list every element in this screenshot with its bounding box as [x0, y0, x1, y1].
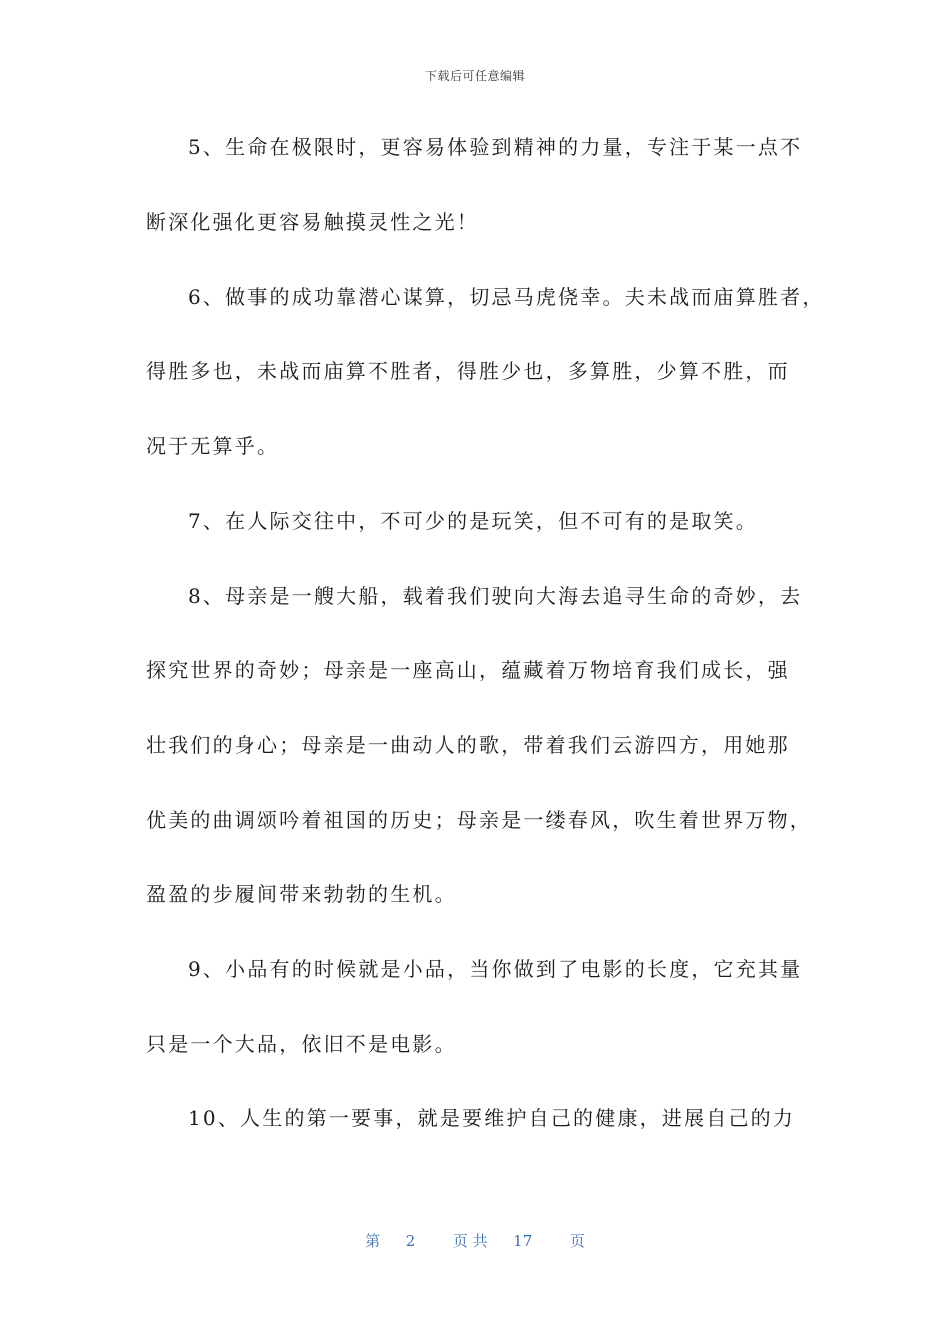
paragraph-line: 9、小品有的时候就是小品，当你做到了电影的长度，它充其量	[188, 957, 803, 981]
paragraph-line: 10、人生的第一要事，就是要维护自己的健康，进展自己的力	[188, 1106, 796, 1130]
paragraph-line: 盈盈的步履间带来勃勃的生机。	[146, 882, 457, 906]
paragraph-line: 壮我们的身心；母亲是一曲动人的歌，带着我们云游四方，用她那	[146, 733, 790, 757]
page-middle: 页 共	[452, 1232, 488, 1250]
paragraph-line: 得胜多也，未战而庙算不胜者，得胜少也，多算胜，少算不胜，而	[146, 359, 790, 383]
paragraph-line: 优美的曲调颂吟着祖国的历史；母亲是一缕春风，吹生着世界万物，	[146, 808, 812, 832]
page-header: 下载后可任意编辑	[424, 69, 525, 83]
paragraph-line: 断深化强化更容易触摸灵性之光！	[146, 210, 479, 234]
paragraph-line: 探究世界的奇妙；母亲是一座高山，蕴藏着万物培育我们成长，强	[146, 658, 790, 682]
paragraph-line: 7、在人际交往中，不可少的是玩笑，但不可有的是取笑。	[188, 509, 758, 533]
paragraph-line: 况于无算乎。	[146, 434, 280, 458]
page-prefix: 第	[365, 1232, 381, 1250]
paragraph-line: 只是一个大品，依旧不是电影。	[146, 1032, 457, 1056]
page-current: 2	[405, 1232, 416, 1250]
page-footer	[0, 1230, 950, 1251]
paragraph-line: 6、做事的成功靠潜心谋算，切忌马虎侥幸。夫未战而庙算胜者，	[188, 285, 825, 309]
page-total: 17	[513, 1232, 533, 1250]
paragraph-line: 8、母亲是一艘大船，载着我们驶向大海去追寻生命的奇妙，去	[188, 584, 803, 608]
page-suffix: 页	[569, 1232, 585, 1250]
paragraph-line: 5、生命在极限时，更容易体验到精神的力量，专注于某一点不	[188, 135, 803, 159]
